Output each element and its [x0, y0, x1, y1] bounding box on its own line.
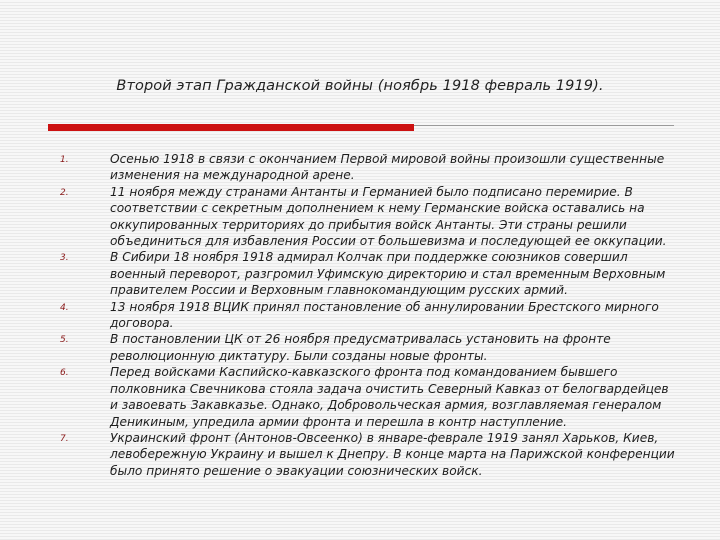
list-item	[48, 299, 678, 332]
list-item-number: 3.	[60, 253, 69, 264]
list-item	[48, 331, 678, 364]
list-item	[48, 430, 678, 479]
list-item-number: 6.	[60, 368, 69, 379]
list-item-number: 2.	[60, 187, 69, 198]
list-item-number: 4.	[60, 302, 69, 313]
list-item	[48, 151, 678, 184]
list-item-text: 11 ноября между странами Антанты и Германией было подписано перемирие. В соответствии с секретным дополнением к нему Германские войска оставались на оккупированных территориях до прибытия войск Антанты. Эти страны решили объединиться для избавления России от большевизма и последующей ее оккупации.	[110, 184, 667, 249]
list-item-text: В постановлении ЦК от 26 ноября предусматривалась установить на фронте революционную диктатуру. Были созданы новые фронты.	[110, 332, 611, 363]
list-item-text: Осенью 1918 в связи с окончанием Первой мировой войны произошли существенные изменения на международной арене.	[110, 152, 665, 183]
list-item-number: 1.	[60, 155, 69, 165]
slide-title: Второй этап Гражданской войны (ноябрь 1918 февраль 1919).	[116, 78, 604, 94]
title-divider-grey	[414, 125, 674, 126]
list-item-text: 13 ноября 1918 ВЦИК принял постановление об аннулировании Брестского мирного договора.	[110, 299, 659, 331]
list-item	[48, 364, 678, 430]
list-item-text: Перед войсками Каспийско-кавказского фронта под командованием бывшего полковника Свечникова стояла задача очистить Северный Кавказ от белогвардейцев и завоевать Закавказье. Однако, Добровольческая армия, возглавляемая генералом Деникиным, упредила армии фронта и перешла в контр наступление.	[110, 365, 669, 429]
numbered-list	[48, 151, 678, 479]
list-item-text: В Сибири 18 ноября 1918 адмирал Колчак при поддержке союзников совершил военный переворот, разгромил Уфимскую директорию и стал временным Верховным правителем России и Верховным главнокомандующим русских армий.	[110, 250, 666, 298]
list-item	[48, 249, 678, 298]
list-item-number: 7.	[60, 433, 69, 444]
list-item-text: Украинский фронт (Антонов-Овсеенко) в январе-феврале 1919 занял Харьков, Киев, левобережную Украину и вышел к Днепру. В конце марта на Парижской конференции было принято решение о эвакуации союзнических войск.	[110, 430, 675, 478]
list-item-number: 5.	[60, 335, 69, 346]
title-divider-red	[48, 124, 414, 131]
list-item	[48, 184, 678, 250]
